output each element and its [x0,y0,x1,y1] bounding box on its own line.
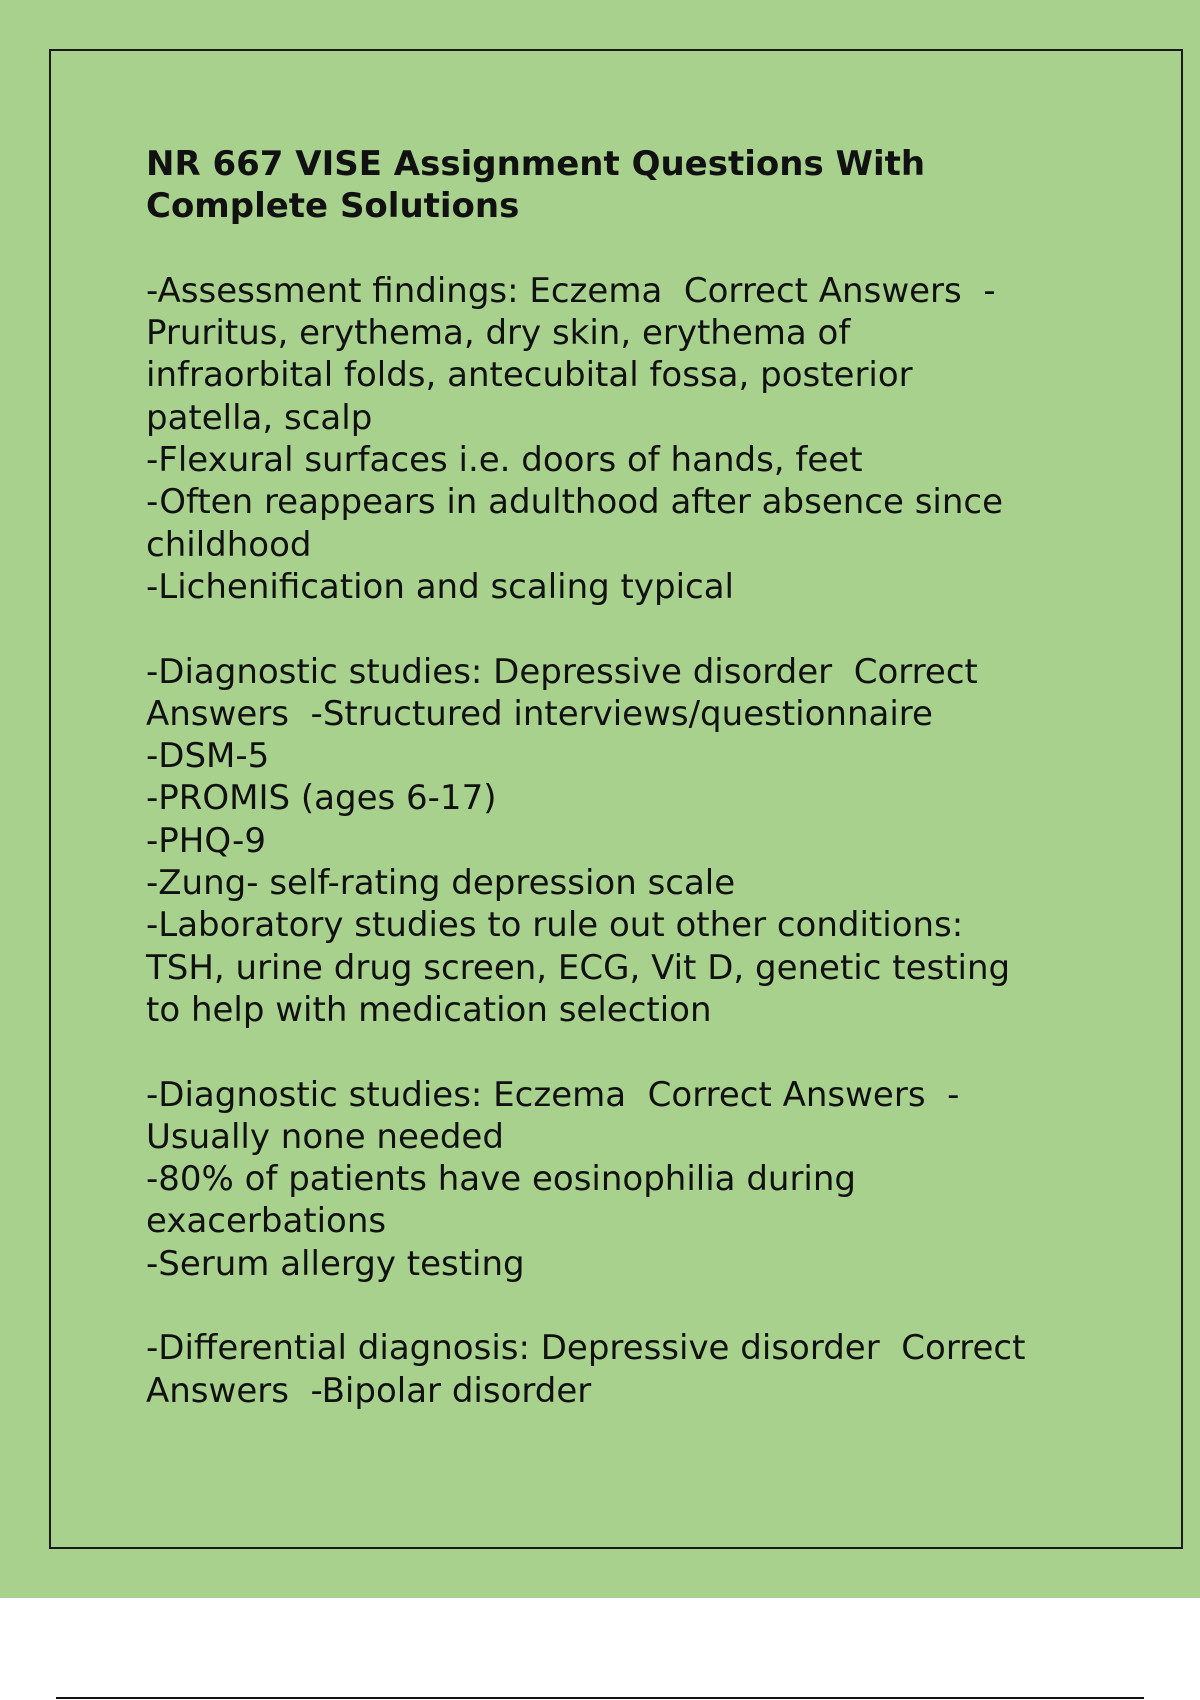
text-line: patella, scalp [146,397,373,438]
text-line: -Diagnostic studies: Eczema Correct Answers - [146,1074,960,1115]
text-line: -Differential diagnosis: Depressive disorder Correct [146,1328,1026,1369]
section-differential-depressive [146,1327,1146,1412]
text-line: -Lichenification and scaling typical [146,566,734,607]
text-line: Answers -Bipolar disorder [146,1370,592,1411]
section-diagnostic-eczema [146,1074,1146,1285]
text-line: -PHQ-9 [146,820,266,861]
document-body [146,143,1146,1412]
text-line: -80% of patients have eosinophilia during [146,1159,856,1200]
text-line: -Diagnostic studies: Depressive disorder Correct [146,651,978,692]
text-line: -Laboratory studies to rule out other conditions: [146,905,964,946]
text-line: to help with medication selection [146,989,712,1030]
text-line: infraorbital folds, antecubital fossa, posterior [146,355,913,396]
text-line: -DSM-5 [146,736,270,777]
text-line: exacerbations [146,1201,387,1242]
title-line: Complete Solutions [146,186,520,227]
section-assessment-eczema [146,270,1146,608]
text-line: -Flexural surfaces i.e. doors of hands, feet [146,440,863,481]
text-line: TSH, urine drug screen, ECG, Vit D, genetic testing [146,947,1011,988]
title-line: NR 667 VISE Assignment Questions With [146,144,926,184]
text-line: Pruritus, erythema, dry skin, erythema of [146,313,851,354]
section-diagnostic-depressive [146,651,1146,1032]
footer-divider [56,1697,1144,1699]
text-line: -Assessment findings: Eczema Correct Answers - [146,270,996,311]
text-line: -Often reappears in adulthood after absence since [146,482,1004,523]
document-title [146,143,1146,228]
text-line: childhood [146,524,312,565]
text-line: -Zung- self-rating depression scale [146,863,736,904]
text-line: -PROMIS (ages 6-17) [146,778,497,819]
text-line: Usually none needed [146,1116,504,1157]
text-line: -Serum allergy testing [146,1243,525,1284]
text-line: Answers -Structured interviews/questionnaire [146,693,933,734]
